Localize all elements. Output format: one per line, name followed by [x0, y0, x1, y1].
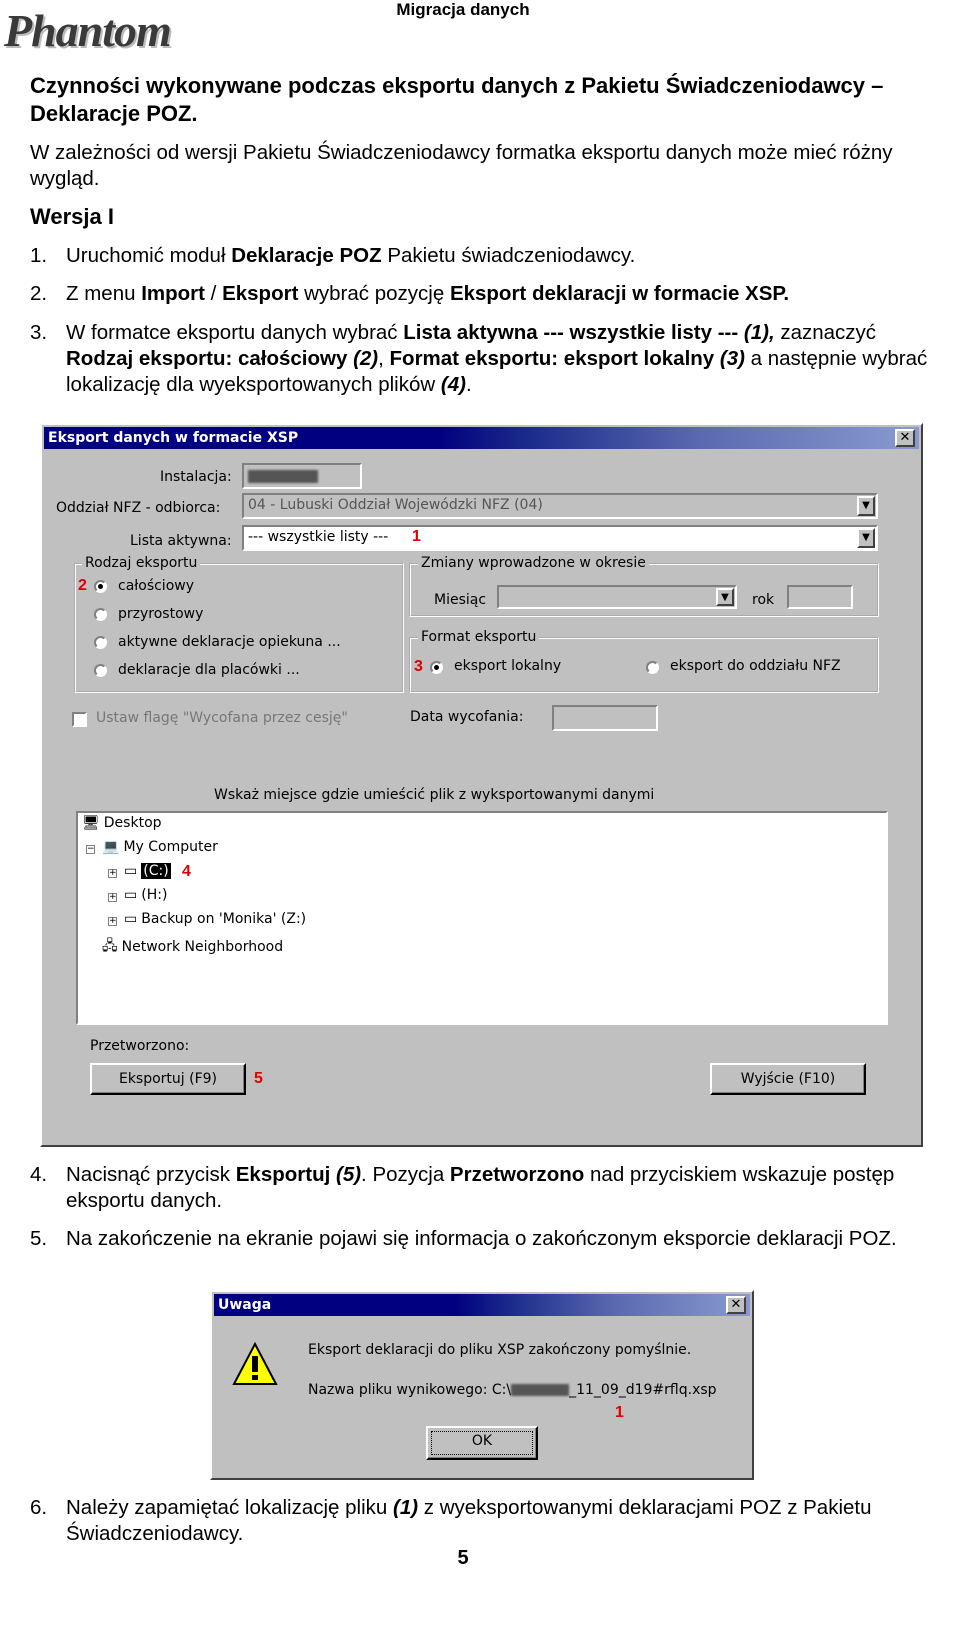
- step-6: 6. Należy zapamiętać lokalizację pliku (1) z wyeksportowanymi deklaracjami POZ z Pakietu Świadczeniodawcy.: [30, 1496, 872, 1545]
- tree-label: (H:): [141, 887, 168, 903]
- page-number: 5: [457, 1547, 469, 1569]
- marker-1: 1: [412, 528, 421, 545]
- network-icon: 🖧: [102, 938, 118, 954]
- miesiac-label: Miesiąc: [434, 592, 487, 608]
- flag-label: Ustaw flagę "Wycofana przez cesję": [96, 710, 348, 726]
- alert-dialog-titlebar: Uwaga: [214, 1294, 750, 1316]
- label-przyrostowy: przyrostowy: [118, 606, 204, 622]
- drive-icon: ▭: [124, 863, 138, 879]
- tree-label: Desktop: [103, 815, 162, 831]
- lista-value: --- wszystkie listy ---: [248, 529, 389, 545]
- tree-item-z-drive[interactable]: [124, 911, 306, 927]
- filename-prefix: Nazwa pliku wynikowego: C:\: [308, 1382, 512, 1398]
- alert-marker-1: 1: [615, 1404, 624, 1421]
- oddzial-value: 04 - Lubuski Oddział Wojewódzki NFZ (04): [248, 497, 543, 513]
- rok-label: rok: [752, 592, 775, 608]
- tree-item-c-drive[interactable]: [124, 863, 171, 879]
- section-heading: Czynności wykonywane podczas eksportu danych z Pakietu Świadczeniodawcy – Deklaracje POZ.: [30, 73, 884, 126]
- close-button[interactable]: ✕: [726, 1296, 746, 1314]
- label-eksport-nfz: eksport do oddziału NFZ: [670, 658, 841, 674]
- format-title: Format eksportu: [418, 629, 539, 645]
- alert-filename: [308, 1382, 717, 1398]
- rodzaj-title: Rodzaj eksportu: [82, 555, 200, 571]
- radio-eksport-lokalny[interactable]: [430, 661, 443, 674]
- close-button[interactable]: ✕: [895, 429, 915, 447]
- filename-suffix: _11_09_d19#rflq.xsp: [569, 1382, 717, 1398]
- expand-icon[interactable]: +: [109, 916, 117, 926]
- wyjscie-button[interactable]: Wyjście (F10): [710, 1063, 866, 1095]
- zmiany-title: Zmiany wprowadzone w okresie: [418, 555, 649, 571]
- expand-icon[interactable]: +: [109, 892, 117, 902]
- eksportuj-button[interactable]: Eksportuj (F9): [90, 1063, 246, 1095]
- tree-label: Network Neighborhood: [121, 939, 284, 955]
- radio-aktywne[interactable]: [94, 636, 107, 649]
- miesiac-select[interactable]: [497, 585, 737, 609]
- oddzial-label: Oddział NFZ - odbiorca:: [56, 500, 221, 516]
- chevron-down-icon[interactable]: ▼: [857, 528, 875, 548]
- export-dialog-titlebar: Eksport danych w formacie XSP: [44, 427, 919, 449]
- alert-message: Eksport deklaracji do pliku XSP zakończony pomyślnie.: [308, 1342, 692, 1358]
- step-1: 1. Uruchomić moduł Deklaracje POZ Pakietu świadczeniodawcy.: [30, 244, 636, 267]
- marker-3: 3: [414, 658, 423, 675]
- desktop-icon: 🖥: [82, 815, 100, 831]
- drive-icon: ▭: [124, 887, 138, 903]
- marker-4: 4: [182, 863, 191, 880]
- redacted-value: [248, 470, 318, 483]
- tree-item-desktop[interactable]: [82, 815, 162, 831]
- phantom-logo: Phantom: [4, 5, 171, 56]
- folder-tree[interactable]: [76, 811, 888, 1025]
- step-3: 3. W formatce eksportu danych wybrać Lista aktywna --- wszystkie listy --- (1), zaznaczyć Rodzaj eksportu: całościowy (2), Format eksportu: eksport lokalny (3) a następnie wybrać lokalizację dla wyeksportowanych plików (4).: [30, 321, 928, 396]
- data-wycofania-field[interactable]: [552, 705, 658, 731]
- ok-button[interactable]: OK: [426, 1426, 538, 1460]
- intro-paragraph: W zależności od wersji Pakietu Świadczeniodawcy formatka eksportu danych może mieć różny wygląd.: [30, 141, 893, 190]
- page-header-title: Migracja danych: [396, 0, 530, 19]
- step-4: 4. Nacisnąć przycisk Eksportuj (5). Pozycja Przetworzono nad przyciskiem wskazuje postęp eksportu danych.: [30, 1163, 895, 1212]
- radio-eksport-nfz[interactable]: [646, 661, 659, 674]
- step-2: 2. Z menu Import / Eksport wybrać pozycję Eksport deklaracji w formacie XSP.: [30, 282, 790, 305]
- wskaz-label: Wskaż miejsce gdzie umieścić plik z wyksportowanymi danymi: [214, 787, 655, 803]
- marker-2: 2: [78, 577, 87, 594]
- label-aktywne: aktywne deklaracje opiekuna ...: [118, 634, 341, 650]
- lista-select[interactable]: [242, 525, 878, 551]
- export-dialog: [40, 423, 923, 1147]
- radio-placowki[interactable]: [94, 664, 107, 677]
- warning-icon: [232, 1342, 278, 1386]
- tree-item-my-computer[interactable]: [102, 839, 218, 855]
- instalacja-field[interactable]: [242, 463, 362, 489]
- expand-icon[interactable]: +: [109, 868, 117, 878]
- version-heading: Wersja I: [30, 204, 114, 229]
- alert-dialog: [210, 1290, 754, 1480]
- chevron-down-icon[interactable]: ▼: [857, 496, 875, 516]
- marker-5: 5: [254, 1070, 263, 1087]
- collapse-icon[interactable]: −: [87, 844, 95, 854]
- step-5: 5. Na zakończenie na ekranie pojawi się informacja o zakończonym eksporcie deklaracji POZ.: [30, 1227, 897, 1250]
- label-eksport-lokalny: eksport lokalny: [454, 658, 562, 674]
- chevron-down-icon[interactable]: ▼: [716, 588, 734, 606]
- data-wycofania-label: Data wycofania:: [410, 709, 524, 725]
- tree-label: Backup on 'Monika' (Z:): [141, 911, 307, 927]
- label-placowki: deklaracje dla placówki ...: [118, 662, 300, 678]
- tree-label: My Computer: [123, 839, 218, 855]
- przetworzono-label: Przetworzono:: [90, 1038, 190, 1054]
- tree-item-network[interactable]: [102, 935, 283, 959]
- tree-item-h-drive[interactable]: [124, 887, 167, 903]
- network-drive-icon: ▭: [124, 911, 138, 927]
- radio-przyrostowy[interactable]: [94, 608, 107, 621]
- tree-label: (C:): [143, 863, 169, 879]
- label-calosciowy: całościowy: [118, 578, 195, 594]
- redacted-value: [511, 1384, 569, 1396]
- radio-calosciowy[interactable]: [94, 580, 107, 593]
- computer-icon: 💻: [102, 839, 120, 855]
- rok-field[interactable]: [787, 585, 853, 609]
- lista-label: Lista aktywna:: [130, 533, 232, 549]
- flag-checkbox[interactable]: [72, 712, 87, 727]
- instalacja-label: Instalacja:: [160, 469, 232, 485]
- oddzial-select[interactable]: [242, 493, 878, 519]
